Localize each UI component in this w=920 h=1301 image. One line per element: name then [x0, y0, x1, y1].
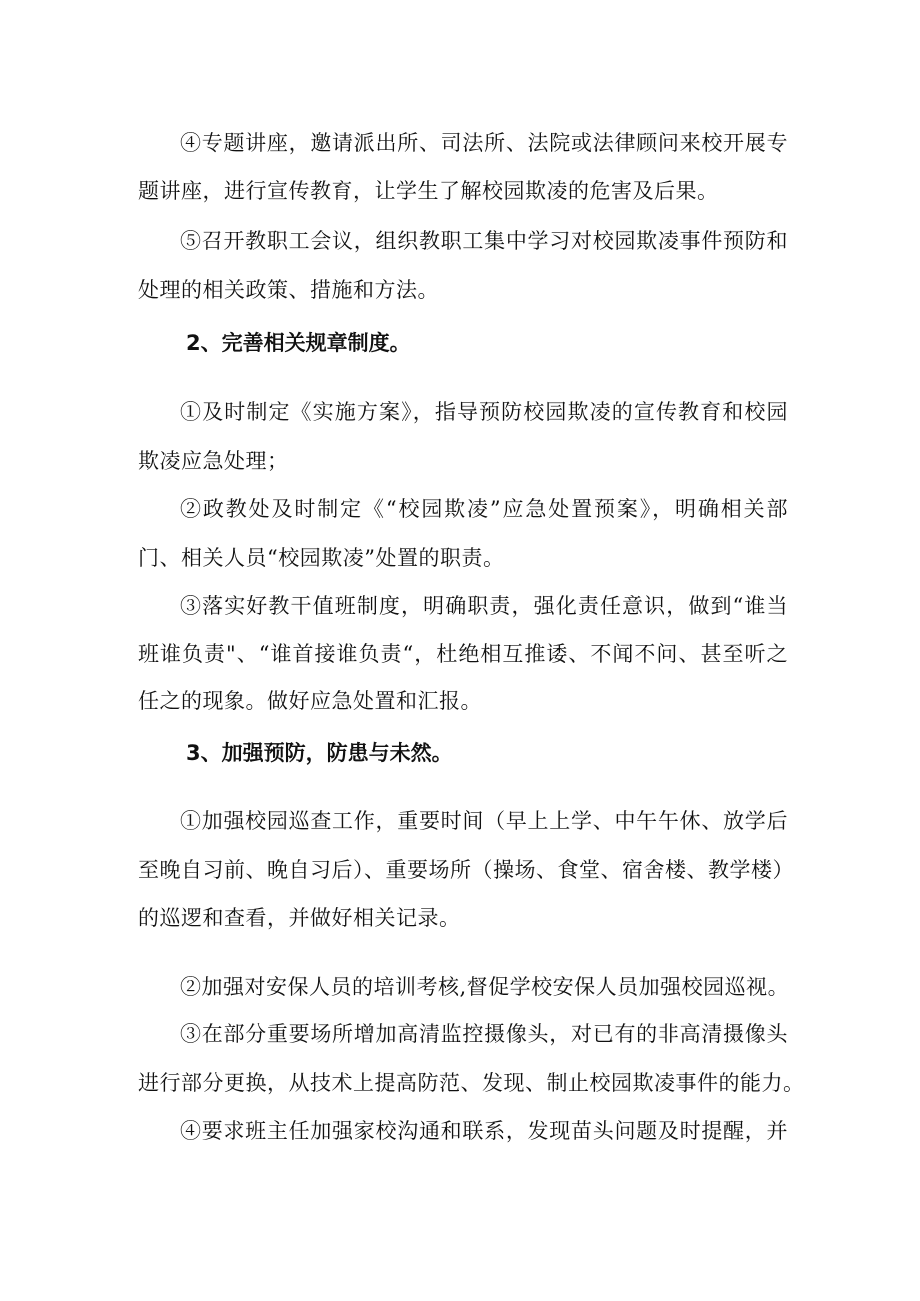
paragraph-line: 门、相关人员“校园欺凌”处置的职责。	[138, 546, 505, 570]
paragraph-line: ①及时制定《实施方案》，指导预防校园欺凌的宣传教育和校园	[180, 400, 788, 424]
paragraph-line: ②政教处及时制定《“校园欺凌”应急处置预案》，明确相关部	[180, 497, 788, 521]
paragraph-line: 任之的现象。做好应急处置和汇报。	[138, 689, 482, 713]
paragraph-line: ⑤召开教职工会议，组织教职工集中学习对校园欺凌事件预防和	[180, 229, 788, 253]
paragraph-line: 的巡逻和查看，并做好相关记录。	[138, 906, 461, 930]
paragraph-line: ②加强对安保人员的培训考核,督促学校安保人员加强校园巡视。	[180, 975, 790, 999]
paragraph-line: ④专题讲座，邀请派出所、司法所、法院或法律顾问来校开展专	[180, 131, 788, 155]
paragraph-line: ①加强校园巡查工作，重要时间（早上上学、中午午休、放学后	[180, 809, 788, 833]
paragraph-line: ③在部分重要场所增加高清监控摄像头，对已有的非高清摄像头	[180, 1022, 788, 1046]
paragraph-line: ④要求班主任加强家校沟通和联系，发现苗头问题及时提醒，并	[180, 1119, 788, 1143]
paragraph-line: 处理的相关政策、措施和方法。	[138, 278, 439, 302]
paragraph-line: 至晚自习前、晚自习后）、重要场所（操场、食堂、宿舍楼、教学楼）	[138, 858, 794, 882]
section-heading-2: 2、完善相关规章制度。	[186, 331, 411, 355]
paragraph-line: 欺凌应急处理；	[138, 449, 289, 473]
paragraph-line: ③落实好教干值班制度，明确职责，强化责任意识，做到“谁当	[180, 594, 788, 618]
paragraph-line: 班谁负责"、“谁首接谁负责“，杜绝相互推诿、不闻不问、甚至听之	[138, 642, 788, 666]
paragraph-line: 题讲座，进行宣传教育，让学生了解校园欺凌的危害及后果。	[138, 179, 719, 203]
paragraph-line: 进行部分更换，从技术上提高防范、发现、制止校园欺凌事件的能力。	[138, 1071, 805, 1095]
section-heading-3: 3、加强预防，防患与未然。	[186, 741, 453, 765]
